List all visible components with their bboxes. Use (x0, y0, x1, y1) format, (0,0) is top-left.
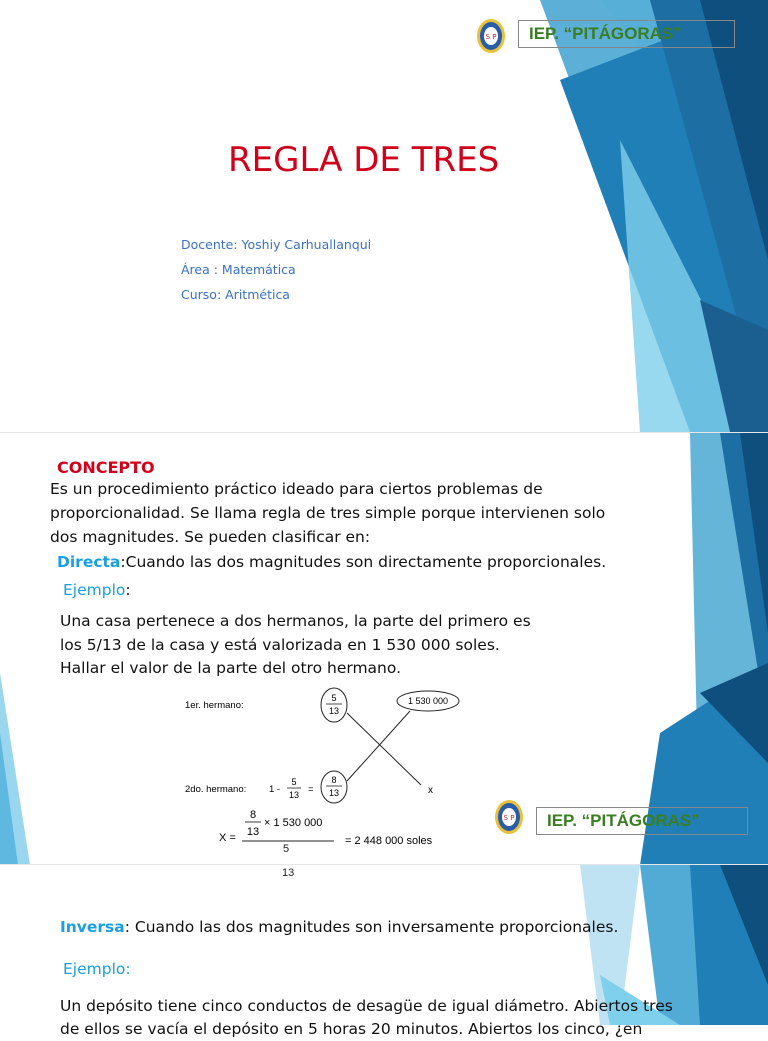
slide-2 (0, 432, 768, 865)
formula-den-frac-den: 13 (282, 867, 295, 879)
inverse-definition (60, 915, 618, 939)
problem-line-1: Una casa pertenece a dos hermanos, la parte del primero es (60, 612, 531, 630)
area-label: Área : Matemática (181, 262, 296, 277)
direct-label: Directa (57, 553, 121, 571)
formula-num-frac-den: 13 (246, 826, 260, 838)
logo-lettering-2: S P (503, 814, 515, 822)
concept-line-1: Es un procedimiento práctico ideado para ciertos problemas de (50, 480, 543, 498)
frac-a-den: 13 (328, 706, 340, 716)
school-name-box-2: IEP. “PITÁGORAS” (536, 807, 748, 835)
unknown-x: x (428, 785, 433, 796)
teacher-label: Docente: Yoshiy Carhuallanqui (181, 237, 372, 252)
one-minus-frac-num: 5 (291, 777, 297, 787)
frac-b-num: 8 (331, 775, 337, 785)
concept-line-3: dos magnitudes. Se pueden clasificar en: (50, 528, 371, 546)
formula-times: × 1 530 000 (264, 817, 323, 829)
problem-line-2: los 5/13 de la casa y está valorizada en 1 530 000 soles. (60, 636, 500, 654)
school-name-box: IEP. “PITÁGORAS” (518, 20, 735, 48)
course-label: Curso: Aritmética (181, 287, 290, 302)
example-label: Ejemplo (63, 581, 126, 599)
rule-of-three-diagram (0, 681, 520, 851)
direct-text: :Cuando las dos magnitudes son directamente proporcionales. (120, 553, 607, 571)
page-title: REGLA DE TRES (228, 140, 500, 180)
concept-line-2: proporcionalidad. Se llama regla de tres simple porque intervienen solo (50, 504, 606, 522)
problem2-line-1: Un depósito tiene cinco conductos de desagüe de igual diámetro. Abiertos tres (60, 997, 673, 1015)
formula-result: = 2 448 000 soles (345, 835, 433, 847)
frac-b-den: 13 (328, 788, 340, 798)
row2-label: 2do. hermano: (185, 784, 247, 795)
formula-den-frac-num: 5 (283, 843, 290, 855)
equals-sign: = (308, 784, 314, 795)
x-equals: X = (219, 832, 236, 844)
frac-a-num: 5 (331, 693, 337, 703)
concept-heading: CONCEPTO (57, 458, 155, 477)
inverse-label: Inversa (60, 918, 125, 936)
school-logo-icon-2 (494, 799, 524, 835)
example-heading-2: Ejemplo: (63, 960, 131, 978)
problem2-line-2: de ellos se vacía el depósito en 5 horas 20 minutos. Abiertos los cinco, ¿en (60, 1020, 643, 1038)
inverse-text: : Cuando las dos magnitudes son inversamente proporcionales. (124, 918, 619, 936)
formula-num-frac-num: 8 (249, 809, 257, 821)
slide-3 (0, 864, 768, 1038)
one-minus-frac-den: 13 (288, 790, 300, 800)
row1-label: 1er. hermano: (185, 700, 244, 711)
direct-definition (57, 550, 606, 574)
slide-1 (0, 0, 768, 432)
logo-lettering: S P (485, 33, 497, 41)
school-logo-icon (476, 18, 506, 54)
example-colon: : (125, 581, 131, 599)
example-heading (63, 578, 131, 602)
problem-line-3: Hallar el valor de la parte del otro hermano. (60, 659, 402, 677)
one-minus: 1 - (269, 784, 281, 795)
slide-1-decoration (0, 0, 768, 432)
known-value: 1 530 000 (407, 696, 449, 706)
